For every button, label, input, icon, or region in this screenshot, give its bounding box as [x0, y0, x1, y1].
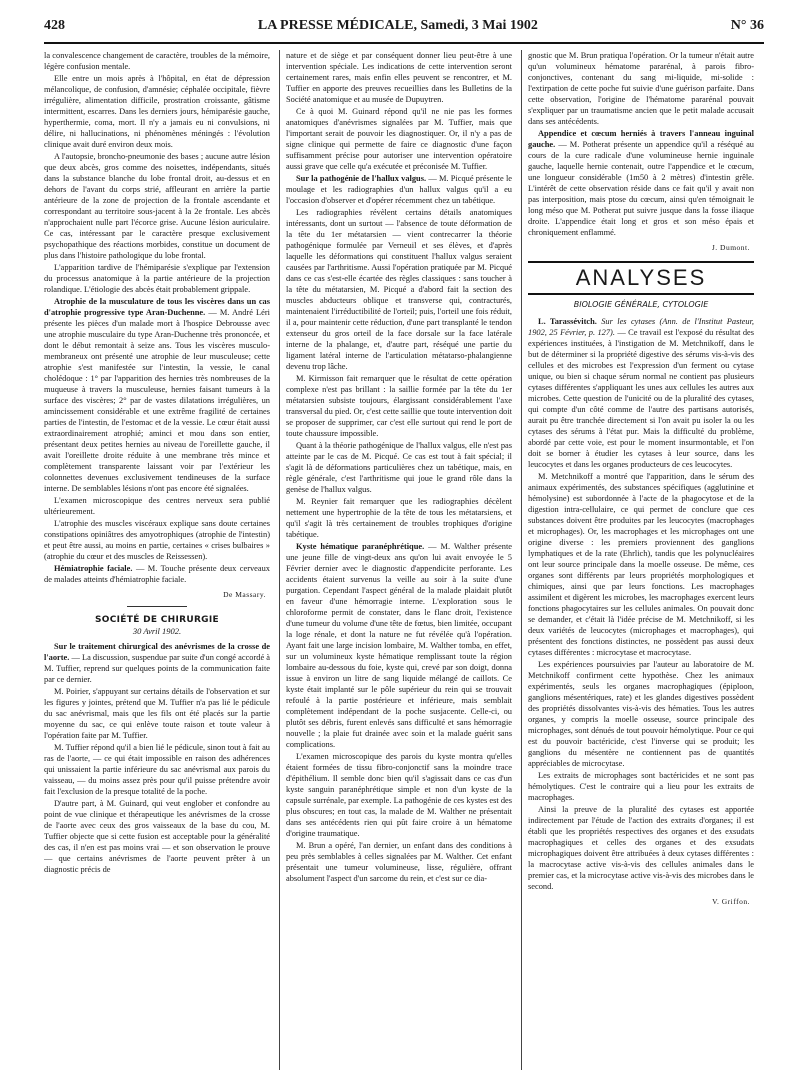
author-signature: De Massary. — [223, 590, 266, 599]
column-3 — [528, 50, 754, 1070]
article-author: L. Tarassévitch. — [538, 317, 597, 326]
paragraph: M. Metchnikoff a montré que l'apparition, dans le sérum des animaux expérimentés, des substances spécifiques (agglutinine et hémolysine) est subordonnée à l'acte de la phagocytose et de la digestion intra-cellulaire, ce qui permet de conclure que ces substances doivent être produites par les leucocytes (macrophages et microphages). Or, les macrophages et les microphages ont une origine diverse : les premiers proviennent des ganglions lymphatiques et de la rate (Ehrlich), tandis que les polynucléaires ont leur source principale dans la moelle osseuse. De même, ces organes sont différents par leurs propriétés morphologiques et chimiques, ainsi que par leurs fonctions. Les macrophages assimilent et digèrent les microbes, les macrophages exercent leurs fonctions phagocytaires sur les cellules animales. On pouvait donc se demander, et c'était là l'idée précise de M. Metchnikoff, si les deux variétés de leucocytes (microphages et macrophages), qui présentent des fonctions distinctes, ne possèdent pas aussi deux cytases différentes : microcytase et macrocytase. — [528, 472, 754, 657]
subsection-title: BIOLOGIE GÉNÉRALE, CYTOLOGIE — [573, 300, 709, 309]
paragraph: M. Brun a opéré, l'an dernier, un enfant dans des conditions à peu près semblables à celles signalées par M. Walther. Cet enfant présentait une tumeur volumineuse, lisse, régulière, offrant absolument l'aspect d'un sarcome du rein, et c'est sur ce dia- — [286, 841, 512, 883]
paragraph: Les extraits de microphages sont bactéricides et ne sont pas hémolytiques. C'est le contraire qui a lieu pour les extraits de macrophages. — [528, 771, 754, 802]
article-paragraph — [286, 173, 512, 206]
issue-number: N° 36 — [730, 18, 764, 33]
paragraph: Les radiographies révèlent certains détails anatomiques intéressants, dont un surtout — l'absence de toute déformation de la tête du 1er métatarsien — vient contrecarrer la théorie pathogénique formulée par Verneuil et ses élèves, et d'après laquelle les déformations qui constituent l'hallux valgus seraient causées par l'arthritisme. Aussi l'opération pratiquée par M. Picqué dans ce cas s'est-elle écartée des règles classiques : sans toucher à la tête du métatarsien, M. Picqué a d'abord fait la section des muscles abducteurs oblique et transverse qui, contracturés, maintenaient l'irréductibilité de l'orteil; puis, l'orteil une fois réduit, il a, pour maintenir cette réduction, d'une part transplanté le tendon extenseur du gros orteil de la face dorsale sur la face latérale interne de la phalange, et, d'autre part, réséqué une partie du ligament latéral interne de l'articulation métatarso-phalangienne devenu trop lâche. — [286, 208, 512, 371]
paragraph: la convalescence changement de caractère, troubles de la mémoire, légère confusion mentale. — [44, 51, 270, 71]
section-rule — [127, 606, 187, 607]
paragraph: Ce à quoi M. Guinard répond qu'il ne nie pas les formes anatomiques d'anévrismes signalées par M. Tuffier, mais que l'important serait de pouvoir les diagnostiquer. Or, il n'y a pas de signe clinique qui permette de faire ce diagnostic d'une façon suffisamment précise pour autoriser une intervention opératoire aussi grave que celle qu'a exécutée et préconisée M. Tuffier. — [286, 107, 512, 171]
article-text: — M. Walther présente une jeune fille de vingt-deux ans qu'on lui avait envoyée le 5 Février dernier avec le diagnostic d'appendicite perforante. Les accidents étaient survenus la veille au soir à la suite d'une purgation. Cependant l'aspect général de la malade plaidait plutôt en faveur d'une hémorragie interne. L'exploration sous le chloroforme permit de constater, dans le flanc droit, l'existence d'une tumeur du volume d'une tête de fœtus, bien limitée, occupant la loge rénale, et dont la nature ne fut révélée qu'à l'opération. Ayant fait une large incision lombaire, M. Walther tomba, en effet, sur un volumineux kyste hématique remplissant toute la région lombaire au-dessous du foie, kyste qui, crevé par son doigt, donna issue à environ un litre de sang liquide mélangé de caillots. Ce kyste était implanté sur le pôle supérieur du rein qui se trouvait refoulé à la partie postérieure et inférieure, mais semblait complètement indépendant de la poche susjacente. Celle-ci, ou plutôt ses débris, furent enlevés sans difficulté et sans hémorragie nouvelle ; la plaie fut drainée avec soin et la malade guérit sans complications. — [286, 542, 512, 749]
society-date: 30 Avril 1902. — [132, 626, 182, 636]
article-paragraph — [44, 296, 270, 494]
article-text: — M. André Léri présente les pièces d'un malade mort à l'hospice Debrousse avec une atrophie musculaire du type Aran-Duchenne très prononcée, et dont le début remontait à seize ans. Tous les viscères musculo-membraneux ont présenté une atrophie de leur musculeuse; cette atrophie s'est manifestée sur l'intestin, la vessie, le canal cholédoque : 1° par l'apparition des hernies très nombreuses de la muqueuse à travers la musculeuse, hernies faisant tumeurs à la surface des viscères; 2° par de vastes dilatations irrégulières, un amincissement considérable et une extrême fragilité de certaines parties de l'intestin, de l'estomac et de la vessie. Le cœur était aussi extraordinairement atrophié; aminci et mou dans son entier, présentant deux petites hernies au niveau de l'oreillette gauche, il avait l'oreillette droite réduite à une membrane très mince et complètement transparente laissant voir par l'extérieur les colonnettes devenues exclusivement tendineuses de la surface interne. De semblables lésions n'ont pas encore été signalées. — [44, 308, 270, 493]
page-number: 428 — [44, 18, 65, 33]
article-text: — Ce travail est l'exposé du résultat des expériences instituées, à l'instigation de M. Metchnikoff, dans le but de déterminer si la propriété digestive des sérums vis-à-vis des cellules et des microbes est l'expression d'un ferment ou cytase unique, ou bien si chaque sérum normal ne contient pas plusieurs cytases différentes s'appliquant les unes aux cellules les autres aux microbes. Cette question de l'unicité ou de la pluralité des cytases, qui compte d'un côté comme de l'autre des partisans autorisés, aurait pu être tranchée directement si l'on avait pu isoler la ou les cytases des sérums à l'état pur. Mais la difficulté du problème, abordé par cette voie, est pour le moment insurmontable, et l'on doit se borner à étudier les cytases à leur source, dans les leucocytes et dans les organes producteurs de ces leucocytes. — [528, 328, 754, 469]
author-signature: J. Dumont. — [711, 243, 750, 252]
article-paragraph — [286, 541, 512, 750]
article-heading: Appendice et cœcum herniés à travers l'anneau inguinal gauche. — [528, 129, 754, 149]
paragraph: M. Kirmisson fait remarquer que le résultat de cette opération complexe n'est pas brillant : la saillie formée par la tête du 1er métatarsien subsiste toujours, élargissant considérablement l'axe transversal du pied. Or, c'est cette saillie que toute intervention doit se proposer de supprimer, car c'est elle surtout qui rend le port de toute chaussure impossible. — [286, 374, 512, 438]
page-header — [44, 18, 764, 38]
paragraph: M. Tuffier répond qu'il a bien lié le pédicule, sinon tout à fait au ras de l'aorte, — ce qui était impossible en raison des adhérences qui unissaient la partie inférieure du sac anévrismal aux parois du vaisseau, — du moins assez près pour qu'il puisse prétendre avoir fait l'exclusion de la presque totalité de la poche. — [44, 743, 270, 796]
column-1 — [44, 50, 270, 1070]
article-heading: Sur le traitement chirurgical des anévrismes de la crosse de l'aorte. — [44, 642, 270, 662]
article-paragraph — [44, 563, 270, 585]
paragraph: L'apparition tardive de l'hémiparésie s'explique par l'extension du processus anatomique à la partie antérieure de la projection rolandique. L'étiologie des abcès était probablement grippale. — [44, 263, 270, 294]
paragraph: M. Reynier fait remarquer que les radiographies décèlent nettement une hypertrophie de la tête de tous les métatarsiens, et qu'il s'agit là très certainement de troubles trophiques d'origine tabétique. — [286, 497, 512, 539]
article-paragraph — [528, 128, 754, 238]
paragraph: L'examen microscopique des parois du kyste montra qu'elles étaient formées de tissu fibro-conjonctif sans la moindre trace d'épithélium. Il semble donc bien qu'il s'agissait dans ce cas d'un kyste sanguin paranéphrétique simple et non d'un kyste de la capsule surrénale, par exemple. La pathogénie de ces kystes est des plus obscures; en tout cas, la malade de M. Walther ne présentait dans ses antécédents rien qui pût faire croire à un hématome d'origine traumatique. — [286, 752, 512, 838]
paragraph: gnostic que M. Brun pratiqua l'opération. Or la tumeur n'était autre qu'un volumineux hématome pararénal, à parois fibro-conjonctives, contenant du sang mi-liquide, mi-solide : l'extirpation de cette poche fut suivie d'une guérison parfaite. Dans cette observation, l'origine de l'hématome pararénal pouvait s'expliquer par un traumatisme ancien que le petit malade accusait dans ses antécédents. — [528, 51, 754, 126]
paragraph: nature et de siège et par conséquent donner lieu peut-être à une intervention spéciale. Les indications de cette intervention seront certainement rares, mais enfin elles peuvent se rencontrer, et M. Tuffier en apporte des preuves recueillies dans les Bulletins de la Société anatomique et au musée de Dupuytren. — [286, 51, 512, 104]
author-signature: V. Griffon. — [712, 897, 750, 906]
column-divider — [279, 50, 280, 1070]
article-paragraph — [528, 316, 754, 470]
column-2 — [286, 50, 512, 1070]
article-heading: Hémiatrophie faciale. — [54, 564, 133, 573]
article-text: — M. Potherat présente un appendice qu'il a réséqué au cours de la cure radicale d'une volumineuse hernie inguinale gauche, laquelle hernie contenait, outre l'appendice et le cœcum, une longueur considérable (1m50 à 2 mètres) d'intestin grêle. L'intérêt de cette observation réside dans ce fait qu'il y avait non pas interposition, mais ptose du cœcum, ainsi qu'en témoignait le long méso que M. Potherat put suivre jusque dans la fosse iliaque droite. L'appendice était long et gros et son méso épais et chroniquement enflammé. — [528, 140, 754, 237]
article-citation: Sur les cytases (Ann. de l'Institut Pasteur, 1902, 25 Février, p. 127). — [528, 317, 754, 337]
paragraph: A l'autopsie, broncho-pneumonie des bases ; aucune autre lésion que deux abcès, gros comme des noisettes, indépendants, situés dans la substance blanche du lobe frontal droit, au-dessus et en dehors de l'avant du corps strié, affleurant en arrière la partie antérieure de la zone de projection de la frontale ascendante et correspondant au territoire sous-jacent à la 2e frontale. Les abcès n'approchaient nulle part l'écorce grise. Aucune lésion auriculaire. Ce cas, intéressant par le caractère presque exclusivement psychopathique des réactions morbides, constitue un document de plus dans l'histoire pathologique du lobe frontal. — [44, 152, 270, 260]
paragraph: M. Poirier, s'appuyant sur certains détails de l'observation et sur les figures y jointes, prétend que M. Tuffier n'a pas lié le pédicule du sac anévrismal, mais que les fils ont été placés sur la partie moyenne du sac, ce qui enlève toute raison et toute valeur à l'opération faite par M. Tuffier. — [44, 687, 270, 740]
article-text: — M. Touche présente deux cerveaux de malades atteints d'hémiatrophie faciale. — [44, 564, 270, 584]
article-heading: Sur la pathogénie de l'hallux valgus. — [296, 174, 427, 183]
article-text: — M. Picqué présente le moulage et les radiographies d'un hallux valgus qu'il a eu l'occasion d'observer et d'opérer récemment chez un tabétique. — [286, 174, 512, 205]
paragraph: Les expériences poursuivies par l'auteur au laboratoire de M. Metchnikoff confirment cette hypothèse. Chez les animaux expérimentés, seuls les organes macrophagiques (épiploon, ganglions mésentériques, rate) et les glandes digestives possèdent des propriétés dissolvantes vis-à-vis des hématies. Tous les autres organes, y compris la moelle osseuse, source principale des microphages, sont dénués de tout pouvoir hémolytique. Pour ce qui est du pouvoir bactéricide, c'est l'inverse qui se produit; les ganglions du mésentère ne contiennent pas de quantités appréciables de microcytase. — [528, 660, 754, 768]
paragraph: Quant à la théorie pathogénique de l'hallux valgus, elle n'est pas atteinte par le cas de M. Picqué. Ce cas est tout à fait spécial; il s'agit là de déformations particulières chez un tabétique, mais, en règle générale, c'est l'arthritisme qui joue le grand rôle dans la genèse de l'hallux valgus. — [286, 441, 512, 494]
paragraph: Ainsi la preuve de la pluralité des cytases est apportée indirectement par l'étude de l'action des extraits d'organes; il est établi que les propriétés respectives des organes et des exsudats macrophagiques et celles des organes et des exsudats microphagiques doivent être attribuées à deux cytases différentes : la macrocytase active vis-à-vis des cellules animales dans le premier cas, et la microcytase active vis-à-vis des microbes dans le second. — [528, 805, 754, 891]
paragraph: L'examen microscopique des centres nerveux sera publié ultérieurement. — [44, 496, 270, 516]
paragraph: Elle entre un mois après à l'hôpital, en état de dépression mélancolique, de confusion, d'amnésie; céphalée occipitale, fièvre irrégulière, alimentation difficile, prostration croissante, gâtisme intermittent, escarres. Dans les derniers jours, hémiparésie gauche, hyperthermie, coma, mort. Il n'y a jamais eu ni convulsions, ni délire, ni hallucinations, ni phénomènes méningés : l'évolution clinique avait duré environ deux mois. — [44, 74, 270, 149]
paragraph: L'atrophie des muscles viscéraux explique sans doute certaines constipations opiniâtres des amyotrophiques (atrophie de l'intestin) et peut être aussi, au moins en partie, certaines « crises bulbaires » (atrophie du cœur et des muscles de Reissessen). — [44, 519, 270, 561]
analyses-title: ANALYSES — [575, 265, 707, 290]
article-heading: Atrophie de la musculature de tous les viscères dans un cas d'atrophie progressive type Aran-Duchenne. — [44, 297, 270, 317]
article-heading: Kyste hématique paranéphrétique. — [296, 542, 425, 551]
article-paragraph — [44, 641, 270, 685]
journal-title: LA PRESSE MÉDICALE, Samedi, 3 Mai 1902 — [257, 18, 538, 33]
header-rule — [44, 42, 764, 44]
column-divider — [521, 50, 522, 1070]
article-text: — La discussion, suspendue par suite d'un congé accordé à M. Tuffier, reprend sur quelques points de la communication faite par ce dernier. — [44, 653, 270, 684]
paragraph: D'autre part, à M. Guinard, qui veut englober et confondre au point de vue clinique et thérapeutique les anévrismes de la crosse de l'aorte avec ceux des gros vaisseaux de la base du cou, M. Tuffier objecte que si cette fusion est acceptable pour la généralité des cas, il n'en est pas moins vrai — et son observation le prouve — que certains anévrismes de l'aorte peuvent prêter à un diagnostic précis de — [44, 799, 270, 874]
analyses-banner — [528, 261, 754, 295]
society-heading: SOCIÉTÉ DE CHIRURGIE — [95, 615, 219, 625]
